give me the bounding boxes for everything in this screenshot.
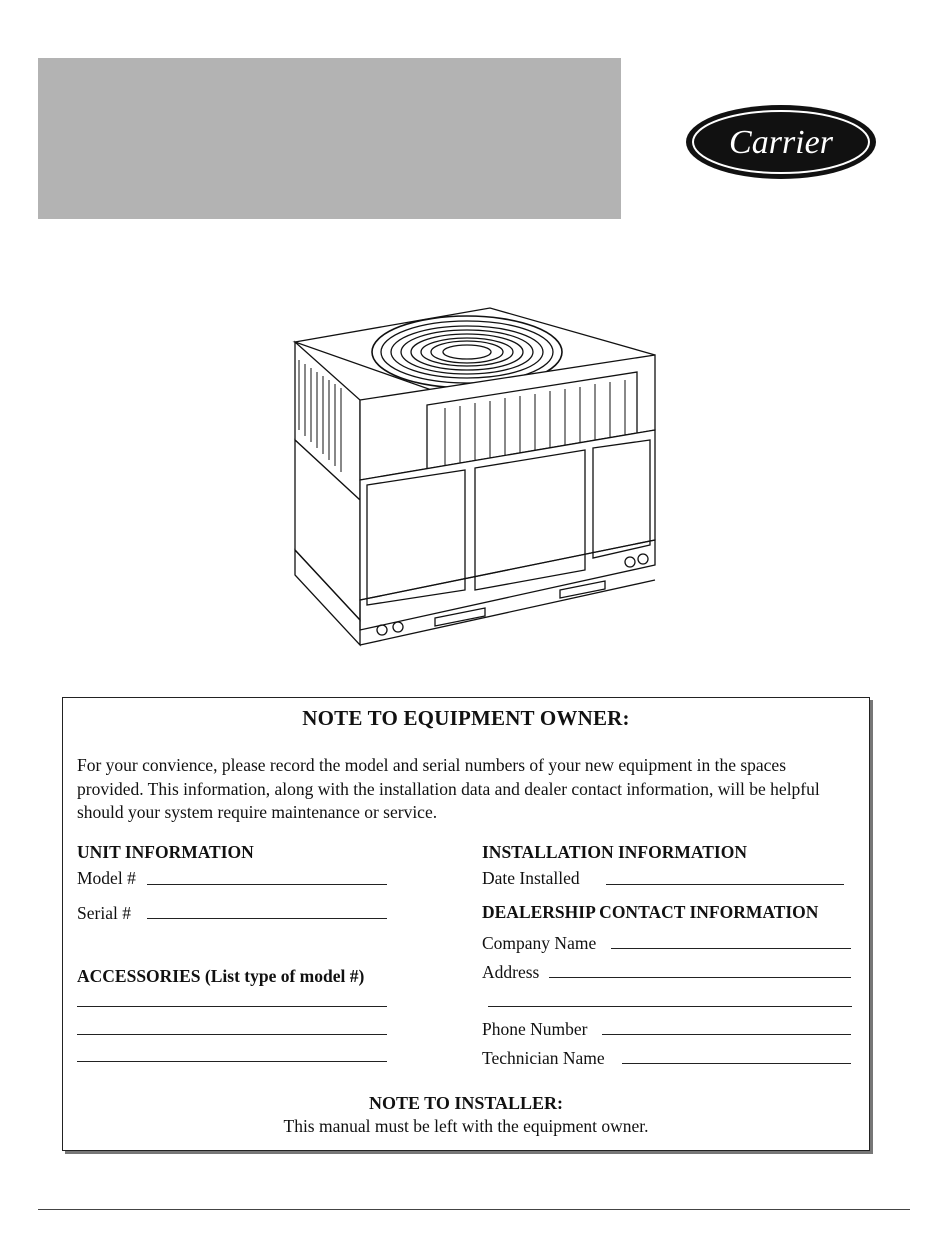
installer-note-title: NOTE TO INSTALLER: bbox=[368, 1093, 564, 1113]
dealership-heading: DEALERSHIP CONTACT INFORMATION bbox=[482, 902, 819, 922]
footer-divider bbox=[38, 1209, 910, 1210]
equipment-owner-note bbox=[62, 697, 870, 1151]
accessory-line-3[interactable] bbox=[77, 1061, 387, 1062]
logo-text: Carrier bbox=[729, 124, 833, 161]
company-name-label: Company Name bbox=[482, 933, 597, 953]
title-banner bbox=[38, 58, 621, 219]
date-installed-field[interactable] bbox=[606, 884, 844, 885]
carrier-logo bbox=[683, 102, 879, 182]
model-label: Model # bbox=[77, 868, 136, 888]
packaged-unit-illustration bbox=[285, 300, 665, 660]
serial-field[interactable] bbox=[147, 918, 387, 919]
note-title: NOTE TO EQUIPMENT OWNER: bbox=[302, 706, 630, 730]
note-body: For your convience, please record the model and serial numbers of your new equipment in the spaces provided. This information, along with the installation data and dealer contact information, will be helpful should your system require maintenance or service. bbox=[77, 755, 820, 822]
address-label: Address bbox=[482, 962, 540, 982]
accessory-line-1[interactable] bbox=[77, 1006, 387, 1007]
company-name-field[interactable] bbox=[611, 948, 851, 949]
phone-number-label: Phone Number bbox=[482, 1019, 588, 1039]
installer-note-text: This manual must be left with the equipment owner. bbox=[283, 1116, 649, 1136]
technician-name-label: Technician Name bbox=[482, 1048, 605, 1068]
address-field-2[interactable] bbox=[488, 1006, 852, 1007]
phone-number-field[interactable] bbox=[602, 1034, 851, 1035]
model-field[interactable] bbox=[147, 884, 387, 885]
installation-info-heading: INSTALLATION INFORMATION bbox=[482, 842, 747, 862]
address-field-1[interactable] bbox=[549, 977, 851, 978]
accessory-line-2[interactable] bbox=[77, 1034, 387, 1035]
accessories-heading: ACCESSORIES (List type of model #) bbox=[77, 966, 365, 986]
date-installed-label: Date Installed bbox=[482, 868, 580, 888]
technician-name-field[interactable] bbox=[622, 1063, 851, 1064]
unit-info-heading: UNIT INFORMATION bbox=[77, 842, 254, 862]
serial-label: Serial # bbox=[77, 903, 131, 923]
